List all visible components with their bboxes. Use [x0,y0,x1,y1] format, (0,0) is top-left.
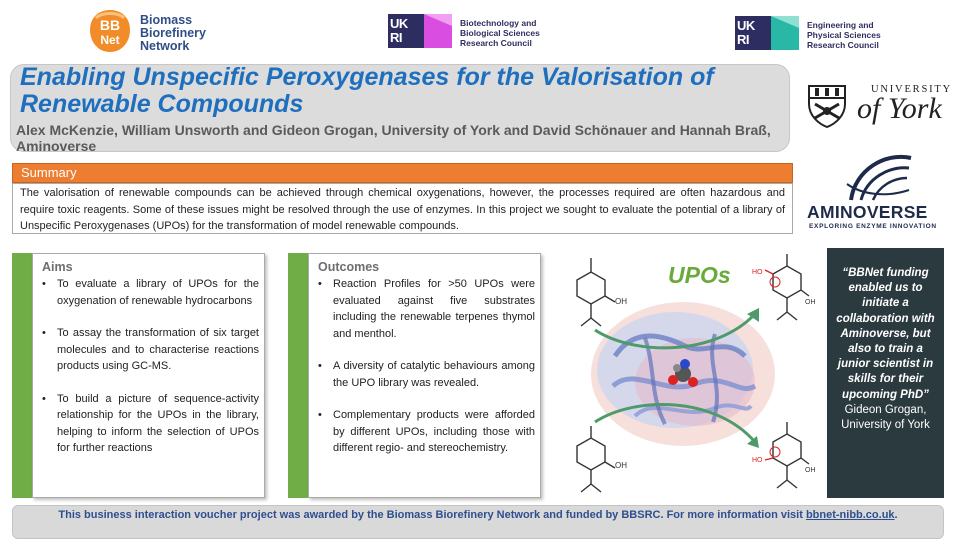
list-item: • To assay the transformation of six target molecules and to characterise reactions products using GC-MS. [39,325,259,375]
thymol-structure [577,258,615,326]
footer-link[interactable]: bbnet-nibb.co.uk [805,509,895,521]
ukri-mark-line1: UK [390,16,408,31]
aims-card [12,253,265,498]
upo-label: UPOs [668,262,731,288]
ho-label: HO [752,457,763,464]
poster-title: Enabling Unspecific Peroxygenases for the Valorisation of Renewable Compounds [20,63,714,118]
ukri-mark [735,16,771,50]
bbnet-logo [88,8,248,56]
list-item: • To evaluate a library of UPOs for the oxygenation of renewable hydrocarbons [39,276,259,309]
summary-heading: Summary [12,163,793,183]
bbsrc-swatch-icon [424,14,452,48]
protein-structure-image [591,302,775,446]
ukri-mark [388,14,424,48]
footer-suffix: . [894,509,898,521]
aims-heading: Aims [42,260,73,274]
quote-panel [827,248,944,498]
bbnet-name [140,14,206,53]
aims-list [39,276,259,473]
footer-banner [12,505,944,539]
aminoverse-swirl-icon [845,150,915,204]
bbnet-badge-icon [88,8,132,54]
bbsrc-line2: Biological Sciences [460,28,540,38]
ukri-bbsrc-logo [388,14,588,54]
outcomes-heading: Outcomes [318,260,380,274]
list-item: • A diversity of catalytic behaviours among the UPO library was revealed. [315,358,535,391]
bbnet-name-line3: Network [140,39,190,53]
epsrc-line2: Physical Sciences [807,30,881,40]
epsrc-swatch-icon [771,16,799,50]
aminoverse-logo [805,150,950,235]
ukri-mark-line2: RI [390,30,402,45]
list-item: • To build a picture of sequence-activity relationship for the UPOs in the library, helping to inform the selection of UPOs for further reactions [39,391,259,457]
york-crest-icon [805,82,849,128]
aims-panel [32,253,265,498]
aminoverse-name: AMINOVERSE [807,202,928,222]
epsrc-line3: Research Council [807,40,879,50]
epsrc-name [807,20,927,50]
summary-text: The valorisation of renewable compounds can be achieved through chemical oxygenations, however, the processes required are often hazardous and require toxic reagents. Some of these issues might be resolved through the use of enzymes. In this project we sought to evaluate the potential of a library of Unspecific Peroxygenases (UPOs) for the transformation of model renewable compounds. [12,183,793,234]
york-name-label: of York [857,92,942,125]
outcomes-accent-bar [288,253,308,498]
list-item: • Reaction Profiles for >50 UPOs were evaluated against five substrates including the renewable terpenes thymol and menthol. [315,276,535,342]
bbnet-name-line1: Biomass [140,13,193,27]
ukri-mark-line1: UK [737,18,755,33]
ukri-epsrc-logo [735,16,935,56]
bbsrc-name [460,18,580,48]
menthol-structure [577,426,615,492]
aminoverse-tagline: EXPLORING ENZYME INNOVATION [809,223,937,230]
footer-text: This business interaction voucher project was awarded by the Biomass Biorefinery Network and funded by BBSRC. For more information visit [58,509,806,521]
bbnet-badge-line2: Net [100,33,120,47]
quote-attribution: Gideon Grogan, University of York [841,403,930,432]
oh-label: OH [805,299,815,306]
epsrc-line1: Engineering and [807,20,874,30]
oh-label: OH [615,461,627,470]
quote-text: “BBNet funding enabled us to initiate a collaboration with Aminoverse, but also to train a junior scientist in skills for their upcoming PhD” [836,267,935,401]
bbnet-name-line2: Biorefinery [140,26,206,40]
aims-accent-bar [12,253,32,498]
ho-label: HO [752,269,763,276]
list-item: • Complementary products were afforded by different UPOs, including those with different regio- and stereochemistry. [315,407,535,457]
york-univ-label: UNIVERSITY [871,84,952,95]
oh-label: OH [805,467,815,474]
university-of-york-logo [805,80,950,136]
bbnet-badge-line1: BB [99,17,121,33]
thymol-product-structure [765,254,809,320]
ukri-mark-line2: RI [737,32,749,47]
authors: Alex McKenzie, William Unsworth and Gideon Grogan, University of York and David Schönauer and Hannah Braß, Aminoverse [16,122,771,154]
outcomes-list [315,276,535,473]
bbsrc-line1: Biotechnology and [460,18,537,28]
outcomes-card [288,253,541,498]
oh-label: OH [615,297,627,306]
outcomes-panel [308,253,541,498]
bbsrc-line3: Research Council [460,38,532,48]
